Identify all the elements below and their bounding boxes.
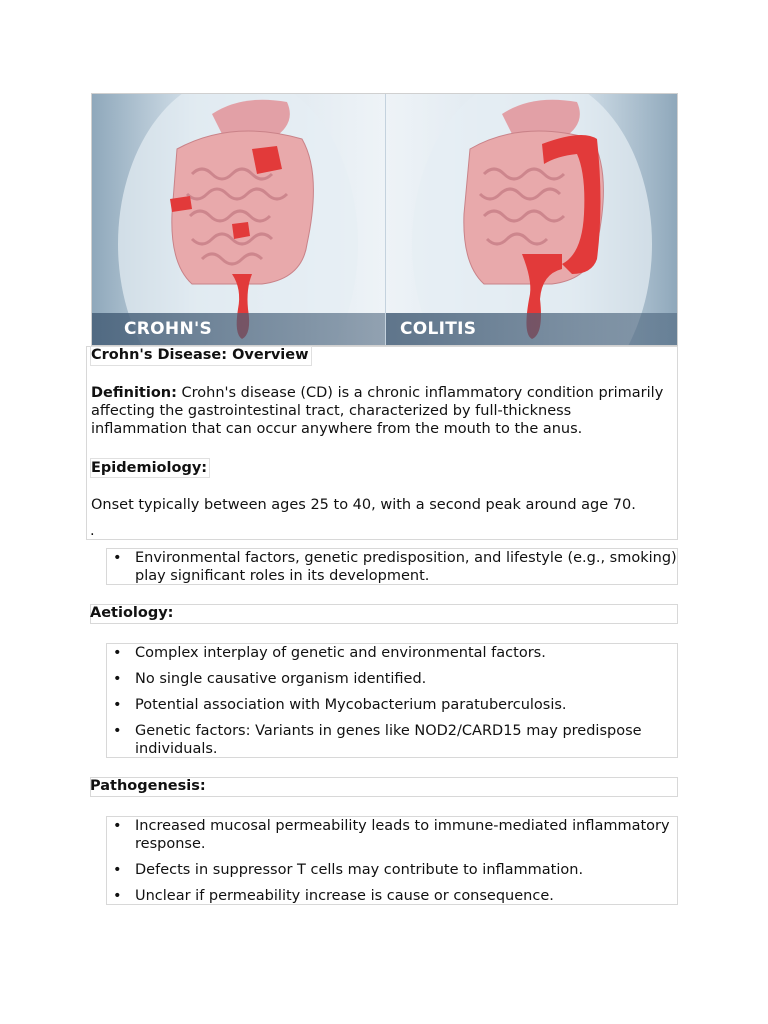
stray-period: . bbox=[90, 523, 95, 539]
list-item: • No single causative organism identified. bbox=[113, 671, 427, 687]
panel-divider bbox=[385, 94, 386, 346]
colitis-label: COLITIS bbox=[386, 313, 678, 345]
list-item: • Genetic factors: Variants in genes like NOD2/CARD15 may predispose individuals. bbox=[113, 723, 642, 757]
list-item: • Increased mucosal permeability leads to immune-mediated inflammatory response. bbox=[113, 818, 670, 852]
list-item: • Complex interplay of genetic and environmental factors. bbox=[113, 645, 546, 661]
pathogenesis-list-box bbox=[106, 816, 678, 905]
crohns-vs-colitis-illustration bbox=[91, 93, 678, 346]
crohns-label: CROHN'S bbox=[92, 313, 385, 345]
list-item: • Unclear if permeability increase is cause or consequence. bbox=[113, 888, 554, 904]
epidemiology-heading: Epidemiology: bbox=[90, 458, 210, 478]
aetiology-list-box bbox=[106, 643, 678, 758]
definition-label: Definition: bbox=[91, 385, 177, 401]
definition-text: Crohn's disease (CD) is a chronic inflammatory condition primarily affecting the gastrointestinal tract, characterized by full-thickness inflammation that can occur anywhere from the mouth to the anus. bbox=[91, 385, 664, 437]
epidemiology-list bbox=[107, 549, 677, 585]
list-item: • Environmental factors, genetic predisposition, and lifestyle (e.g., smoking) play significant roles in its development. bbox=[113, 550, 677, 584]
list-item: • Potential association with Mycobacterium paratuberculosis. bbox=[113, 697, 567, 713]
definition-paragraph bbox=[91, 384, 671, 438]
pathogenesis-heading: Pathogenesis: bbox=[90, 778, 206, 794]
epidemiology-text: Onset typically between ages 25 to 40, with a second peak around age 70. bbox=[91, 497, 636, 513]
aetiology-list bbox=[107, 644, 677, 758]
list-item: • Defects in suppressor T cells may contribute to inflammation. bbox=[113, 862, 584, 878]
aetiology-heading-box bbox=[90, 604, 678, 624]
epidemiology-list-box bbox=[106, 548, 678, 585]
page-title: Crohn's Disease: Overview bbox=[90, 346, 312, 366]
pathogenesis-list bbox=[107, 817, 677, 905]
aetiology-heading: Aetiology: bbox=[90, 605, 174, 621]
